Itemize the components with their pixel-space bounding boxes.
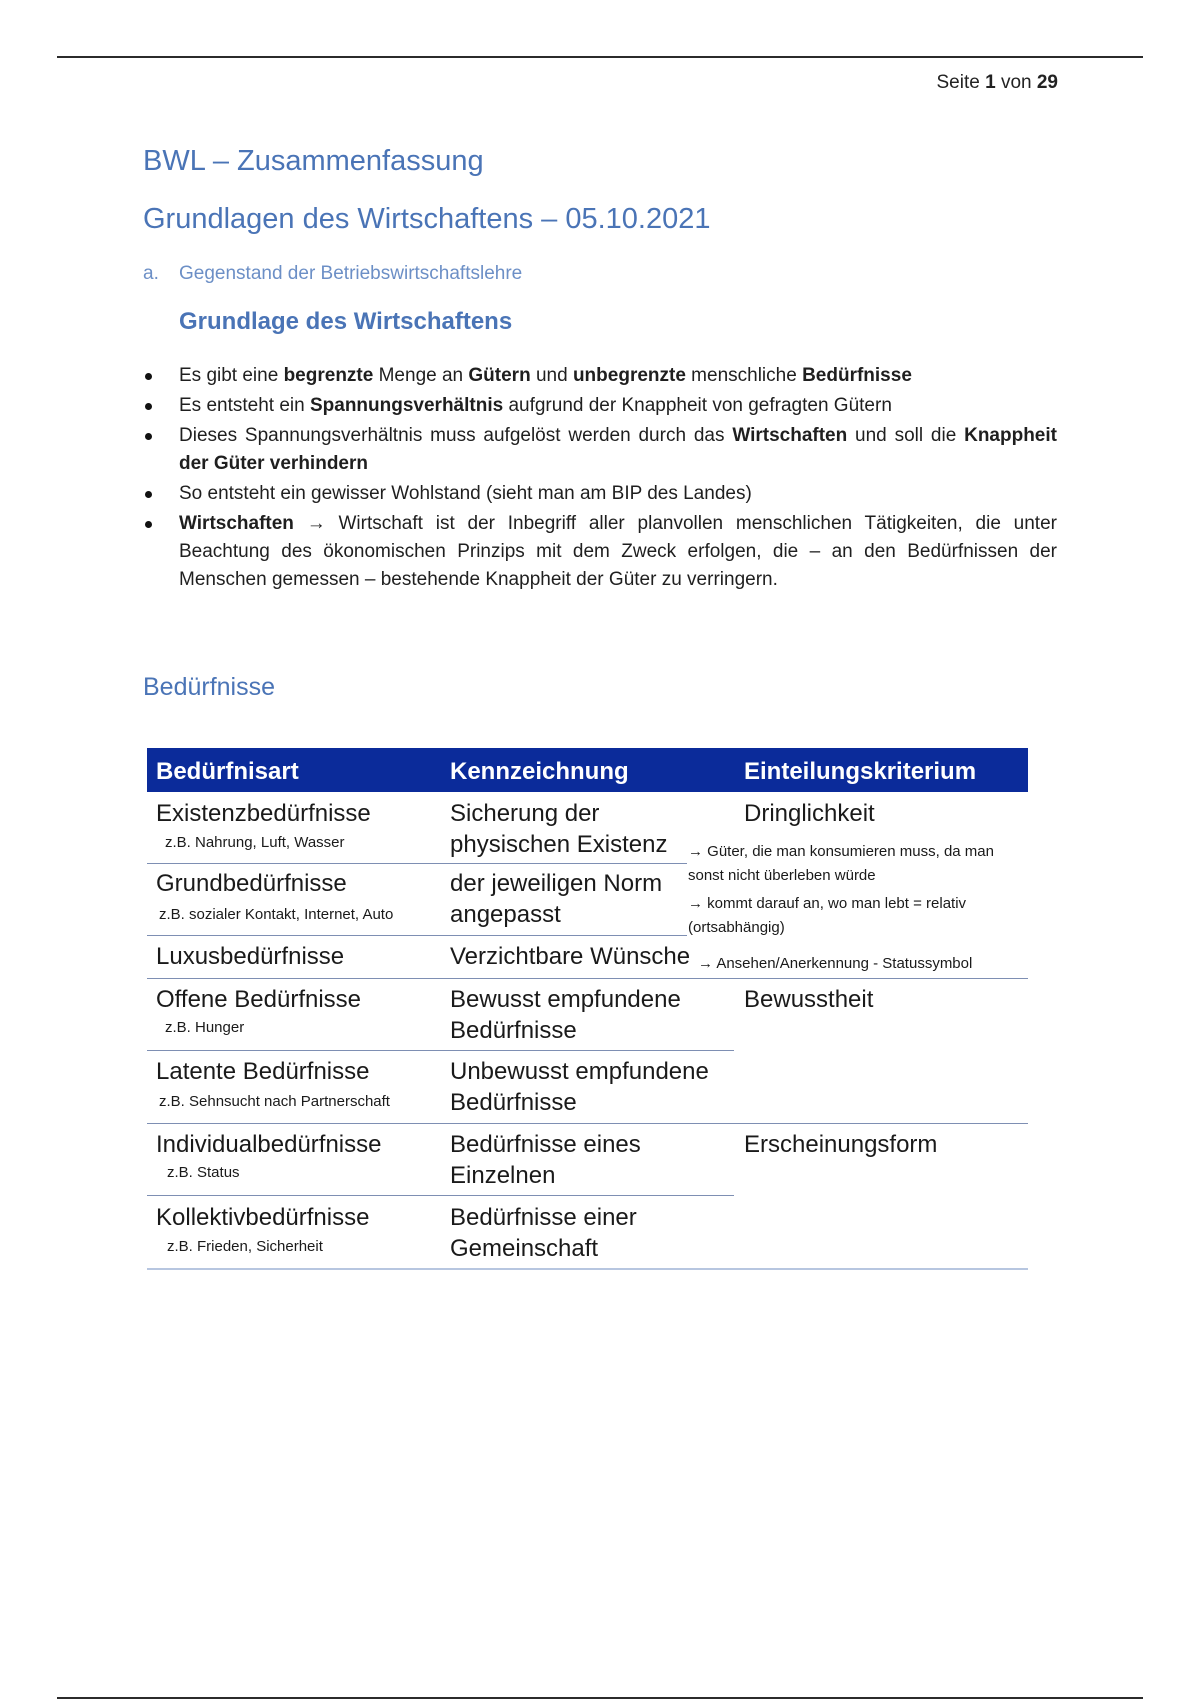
bullet-list [143,362,1057,596]
criterion-note-dringlichkeit: → Güter, die man konsumieren muss, da man sonst nicht überleben würde [688,843,994,884]
bottom-rule [57,1697,1143,1699]
table-header [147,748,1028,792]
bullet-item: Wirtschaften → Wirtschaft ist der Inbegriff aller planvollen menschlichen Tätigkeiten, die unter Beachtung des ökonomischen Prinzips mit dem Zweck erfolgen, die – an den Bedürfnissen der Menschen gemessen – bestehende Knappheit der Güter zu verringern. [143,510,1057,594]
bullet-item: So entsteht ein gewisser Wohlstand (sieht man am BIP des Landes) [143,480,1057,508]
row-art: Existenzbedürfnisse [156,800,371,827]
document-title: BWL – Zusammenfassung [143,145,484,177]
top-rule [57,56,1143,58]
row-divider [147,935,687,936]
row-art: Individualbedürfnisse [156,1131,382,1158]
row-kennzeichnung: Verzichtbare Wünsche [450,943,691,970]
list-heading-a: a. Gegenstand der Betriebswirtschaftslehre [143,263,523,284]
criterion-dringlichkeit: Dringlichkeit [744,800,875,827]
bullet-icon [145,403,152,410]
row-art: Kollektivbedürfnisse [156,1204,370,1231]
beduerfnisse-table [147,748,1028,1270]
bullet-icon [145,373,152,380]
row-kennzeichnung: der jeweiligen Norm angepasst [450,870,663,928]
row-art: Luxusbedürfnisse [156,943,345,970]
row-divider [147,1195,734,1196]
row-example: z.B. sozialer Kontakt, Internet, Auto [159,906,394,923]
header-beduerfnisart: Bedürfnisart [156,758,299,785]
header-kennzeichnung: Kennzeichnung [450,758,629,785]
criterion-erscheinungsform: Erscheinungsform [744,1131,938,1158]
row-example: z.B. Sehnsucht nach Partnerschaft [159,1093,390,1110]
bullet-item: Es gibt eine begrenzte Menge an Gütern und unbegrenzte menschliche Bedürfnisse [143,362,1057,390]
page-number: Seite 1 von 29 [936,72,1058,93]
row-example: z.B. Status [167,1164,240,1181]
row-kennzeichnung: Bedürfnisse eines Einzelnen [450,1131,641,1189]
bullet-icon [145,433,152,440]
row-example: z.B. Nahrung, Luft, Wasser [165,834,345,851]
row-kennzeichnung: Bedürfnisse einer Gemeinschaft [450,1204,637,1262]
row-art: Grundbedürfnisse [156,870,347,897]
criterion-bewusstheit: Bewusstheit [744,986,874,1013]
criterion-note-relativ: → kommt darauf an, wo man lebt = relativ (ortsabhängig) [688,895,967,936]
row-kennzeichnung: Sicherung der physischen Existenz [450,800,668,858]
row-example: z.B. Hunger [165,1019,245,1036]
bullet-item: Es entsteht ein Spannungsverhältnis aufgrund der Knappheit von gefragten Gütern [143,392,1057,420]
row-divider [147,1050,734,1051]
bullet-icon [145,491,152,498]
bullet-item: Dieses Spannungsverhältnis muss aufgelöst werden durch das Wirtschaften und soll die Knappheit der Güter verhindern [143,422,1057,478]
row-divider [147,863,687,864]
criterion-note-status: → Ansehen/Anerkennung - Statussymbol [698,955,973,972]
row-kennzeichnung: Unbewusst empfundene Bedürfnisse [450,1058,709,1116]
row-kennzeichnung: Bewusst empfundene Bedürfnisse [450,986,681,1044]
beduerfnisse-heading: Bedürfnisse [143,673,276,701]
row-divider [147,1123,1028,1124]
header-einteilungskriterium: Einteilungskriterium [744,758,977,785]
row-divider [147,978,1028,979]
bullet-icon [145,521,152,528]
row-art: Offene Bedürfnisse [156,986,362,1013]
section-heading: Grundlage des Wirtschaftens [179,308,513,335]
row-example: z.B. Frieden, Sicherheit [167,1238,323,1255]
row-art: Latente Bedürfnisse [156,1058,370,1085]
document-subtitle: Grundlagen des Wirtschaftens – 05.10.2021 [143,203,711,235]
